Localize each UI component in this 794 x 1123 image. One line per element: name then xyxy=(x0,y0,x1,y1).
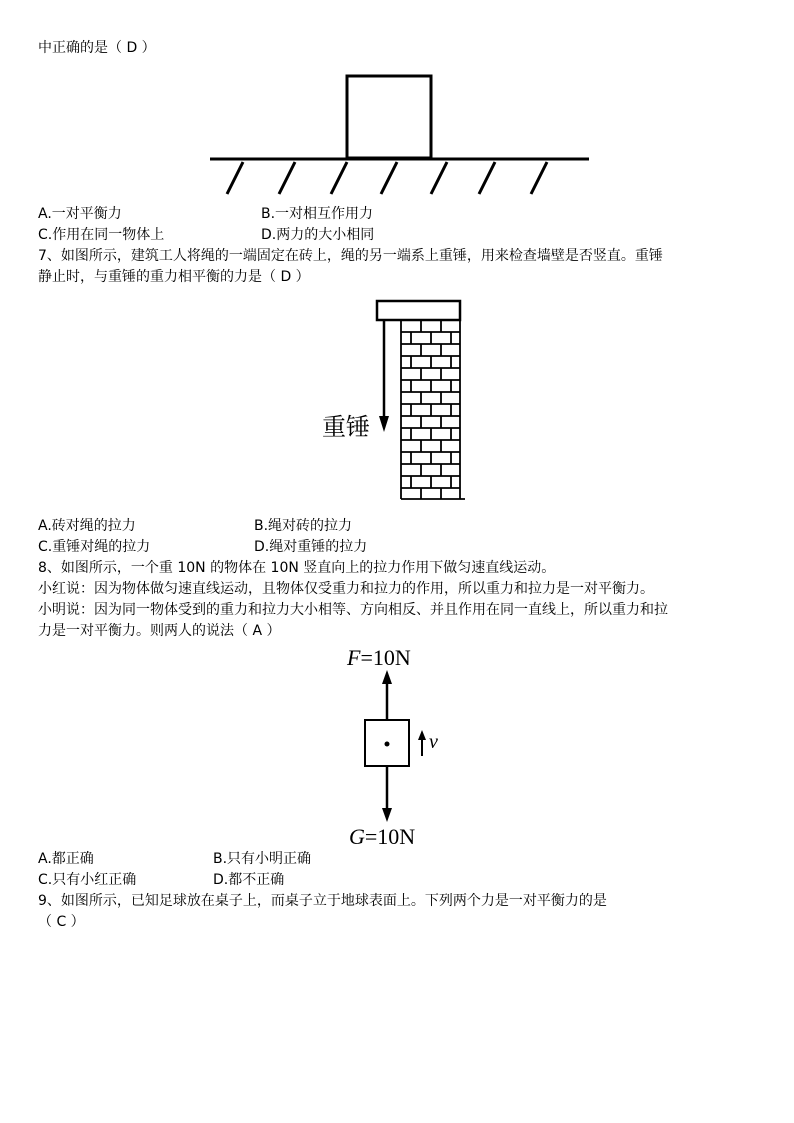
q8-stem-line4: 力是一对平衡力。则两人的说法（ A ） xyxy=(38,623,281,639)
velocity-label: v xyxy=(429,731,438,753)
force-f-arrowhead xyxy=(382,670,392,684)
q8-stem-line3: 小明说：因为同一物体受到的重力和拉力大小相等、方向相反、并且作用在同一直线上，所以重力和拉 xyxy=(38,602,668,618)
q8-option-a: A.都正确 xyxy=(38,851,94,867)
q7-option-a: A.砖对绳的拉力 xyxy=(38,518,136,534)
q6-stem-end: 中正确的是（ D ） xyxy=(38,40,156,56)
q6-option-a: A.一对平衡力 xyxy=(38,206,122,222)
q9-stem-line2: （ C ） xyxy=(38,914,85,930)
q8-stem-line2: 小红说：因为物体做匀速直线运动，且物体仅受重力和拉力的作用，所以重力和拉力是一对平衡力。 xyxy=(38,581,654,597)
brick-wall xyxy=(401,320,465,499)
block xyxy=(347,76,431,158)
q7-stem-line1: 7、如图所示，建筑工人将绳的一端固定在砖上，绳的另一端系上重锤，用来检查墙壁是否竖直。重锤 xyxy=(38,248,663,264)
ground-hatching xyxy=(227,162,547,194)
q7-option-c: C.重锤对绳的拉力 xyxy=(38,539,151,555)
q6-option-b: B.一对相互作用力 xyxy=(261,206,374,222)
force-label-g: G=10N xyxy=(349,824,416,849)
plumb-bob xyxy=(379,416,389,432)
q7-option-d: D.绳对重锤的拉力 xyxy=(254,539,368,555)
plumb-wall-figure xyxy=(318,298,468,504)
force-g-arrowhead xyxy=(382,808,392,822)
plumb-bob-label: 重锤 xyxy=(322,413,370,441)
q8-stem-line1: 8、如图所示，一个重 10N 的物体在 10N 竖直向上的拉力作用下做匀速直线运动。 xyxy=(38,560,556,576)
q6-option-d: D.两力的大小相同 xyxy=(261,227,375,243)
block-on-ground-figure xyxy=(205,70,595,200)
q8-option-d: D.都不正确 xyxy=(213,872,285,888)
force-diagram xyxy=(350,668,460,828)
q9-stem-line1: 9、如图所示，已知足球放在桌子上，而桌子立于地球表面上。下列两个力是一对平衡力的是 xyxy=(38,893,607,909)
q6-option-c: C.作用在同一物体上 xyxy=(38,227,165,243)
q7-option-b: B.绳对砖的拉力 xyxy=(254,518,353,534)
q8-option-b: B.只有小明正确 xyxy=(213,851,312,867)
q8-option-c: C.只有小红正确 xyxy=(38,872,137,888)
top-brick xyxy=(377,301,460,320)
force-label-f: F=10N xyxy=(347,645,411,670)
q7-stem-line2: 静止时，与重锤的重力相平衡的力是（ D ） xyxy=(38,269,310,285)
object-center xyxy=(385,742,390,747)
velocity-arrowhead xyxy=(418,730,426,740)
